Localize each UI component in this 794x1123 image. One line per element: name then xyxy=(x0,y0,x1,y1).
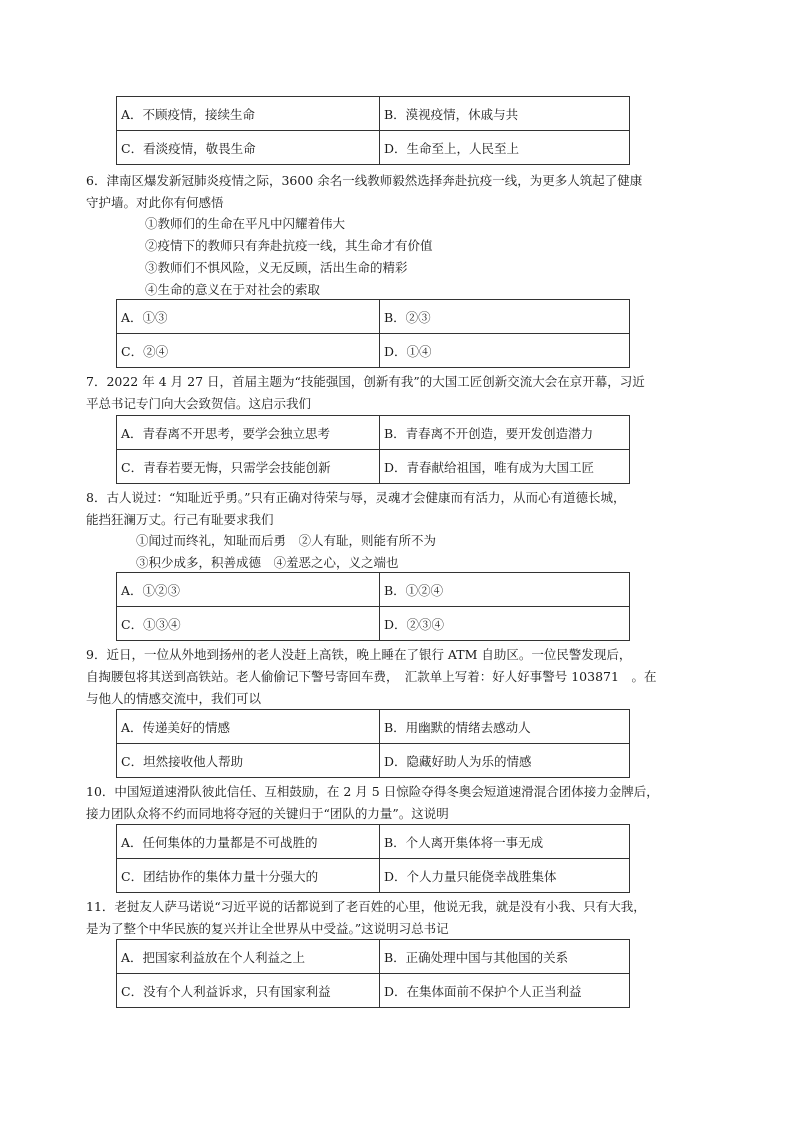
q6-statement: ②疫情下的教师只有奔赴抗疫一线，其生命才有价值 xyxy=(145,238,433,253)
q10-option-d[interactable]: D．个人力量只能侥幸战胜集体 xyxy=(380,859,630,893)
q6-line: 6．津南区爆发新冠肺炎疫情之际，3600 余名一线教师毅然选择奔赴抗疫一线，为更多人筑起了健康 xyxy=(86,173,643,188)
q8-statements xyxy=(136,530,436,574)
q11-options-table xyxy=(116,939,630,1008)
table-row xyxy=(117,300,630,334)
table-row xyxy=(117,710,630,744)
q8-options-table xyxy=(116,572,630,641)
table-row xyxy=(117,607,630,641)
q7-stem xyxy=(86,371,686,415)
q6-option-d[interactable]: D．①④ xyxy=(380,334,630,368)
q10-option-b[interactable]: B．个人离开集体将一事无成 xyxy=(380,825,630,859)
q10-line: 接力团队众将不约而同地将夺冠的关键归于“团队的力量”。这说明 xyxy=(86,806,449,821)
q8-option-d[interactable]: D．②③④ xyxy=(380,607,630,641)
q9-stem xyxy=(86,644,686,710)
q8-option-b[interactable]: B．①②④ xyxy=(380,573,630,607)
q6-statement: ③教师们不惧风险，义无反顾，活出生命的精彩 xyxy=(145,260,408,275)
table-row xyxy=(117,744,630,778)
q7-option-c[interactable]: C．青春若要无悔，只需学会技能创新 xyxy=(117,450,380,484)
table-row xyxy=(117,940,630,974)
q9-option-d[interactable]: D．隐藏好助人为乐的情感 xyxy=(380,744,630,778)
q11-option-a[interactable]: A．把国家利益放在个人利益之上 xyxy=(117,940,380,974)
q9-line: 9．近日，一位从外地到扬州的老人没赶上高铁，晚上睡在了银行 ATM 自助区。一位民警发现后， xyxy=(86,647,632,662)
table-row xyxy=(117,859,630,893)
q11-line: 是为了整个中华民族的复兴并让全世界从中受益。”这说明习总书记 xyxy=(86,921,449,936)
q8-line: 能挡狂澜万丈。行己有耻要求我们 xyxy=(86,512,274,527)
q7-options-table xyxy=(116,415,630,484)
q11-option-c[interactable]: C．没有个人利益诉求，只有国家利益 xyxy=(117,974,380,1008)
q6-line: 守护墙。对此你有何感悟 xyxy=(86,195,224,210)
q7-line: 7．2022 年 4 月 27 日，首届主题为“技能强国，创新有我”的大国工匠创新交流大会在京开幕，习近 xyxy=(86,374,645,389)
q5-option-b[interactable]: B．漠视疫情，休戚与共 xyxy=(380,97,630,131)
q9-options-table xyxy=(116,709,630,778)
table-row xyxy=(117,97,630,131)
table-row xyxy=(117,334,630,368)
q8-statement: ③积少成多，积善成德 ④羞恶之心，义之端也 xyxy=(136,555,399,570)
q6-option-b[interactable]: B．②③ xyxy=(380,300,630,334)
table-row xyxy=(117,450,630,484)
q10-option-a[interactable]: A．任何集体的力量都是不可战胜的 xyxy=(117,825,380,859)
q7-line: 平总书记专门向大会致贺信。这启示我们 xyxy=(86,396,312,411)
q9-line: 与他人的情感交流中，我们可以 xyxy=(86,691,262,706)
q10-option-c[interactable]: C．团结协作的集体力量十分强大的 xyxy=(117,859,380,893)
q8-option-a[interactable]: A．①②③ xyxy=(117,573,380,607)
table-row xyxy=(117,131,630,165)
q8-statement: ①闻过而终礼，知耻而后勇 ②人有耻，则能有所不为 xyxy=(136,533,437,548)
table-row xyxy=(117,974,630,1008)
table-row xyxy=(117,825,630,859)
q6-statements xyxy=(145,213,433,301)
q6-stem xyxy=(86,170,686,214)
q5-option-c[interactable]: C．看淡疫情，敬畏生命 xyxy=(117,131,380,165)
q8-line: 8．古人说过：“知耻近乎勇。”只有正确对待荣与辱，灵魂才会健康而有活力，从而心有道德长城， xyxy=(86,490,626,505)
q7-option-d[interactable]: D．青春献给祖国，唯有成为大国工匠 xyxy=(380,450,630,484)
q10-options-table xyxy=(116,824,630,893)
q6-option-c[interactable]: C．②④ xyxy=(117,334,380,368)
q7-option-b[interactable]: B．青春离不开创造，要开发创造潜力 xyxy=(380,416,630,450)
q6-option-a[interactable]: A．①③ xyxy=(117,300,380,334)
q10-stem xyxy=(86,781,686,825)
q5-option-d[interactable]: D．生命至上，人民至上 xyxy=(380,131,630,165)
q9-option-c[interactable]: C．坦然接收他人帮助 xyxy=(117,744,380,778)
q11-option-d[interactable]: D．在集体面前不保护个人正当利益 xyxy=(380,974,630,1008)
q8-option-c[interactable]: C．①③④ xyxy=(117,607,380,641)
q11-line: 11．老挝友人萨马诺说“习近平说的话都说到了老百姓的心里，他说无我，就是没有小我、只有大我， xyxy=(86,899,646,914)
q10-line: 10．中国短道速滑队彼此信任、互相鼓励，在 2 月 5 日惊险夺得冬奥会短道速滑混合团体接力金牌后， xyxy=(86,784,659,799)
q5-option-a[interactable]: A．不顾疫情，接续生命 xyxy=(117,97,380,131)
q8-stem xyxy=(86,487,686,531)
q6-statement: ④生命的意义在于对社会的索取 xyxy=(145,282,321,297)
q5-options-table xyxy=(116,96,630,165)
table-row xyxy=(117,573,630,607)
q9-line: 自掏腰包将其送到高铁站。老人偷偷记下警号寄回车费， 汇款单上写着：好人好事警号 103871 。在 xyxy=(86,669,657,684)
q11-stem xyxy=(86,896,686,940)
table-row xyxy=(117,416,630,450)
q11-option-b[interactable]: B．正确处理中国与其他国的关系 xyxy=(380,940,630,974)
q7-option-a[interactable]: A．青春离不开思考，要学会独立思考 xyxy=(117,416,380,450)
q6-statement: ①教师们的生命在平凡中闪耀着伟大 xyxy=(145,216,346,231)
q6-options-table xyxy=(116,299,630,368)
q9-option-b[interactable]: B．用幽默的情绪去感动人 xyxy=(380,710,630,744)
q9-option-a[interactable]: A．传递美好的情感 xyxy=(117,710,380,744)
